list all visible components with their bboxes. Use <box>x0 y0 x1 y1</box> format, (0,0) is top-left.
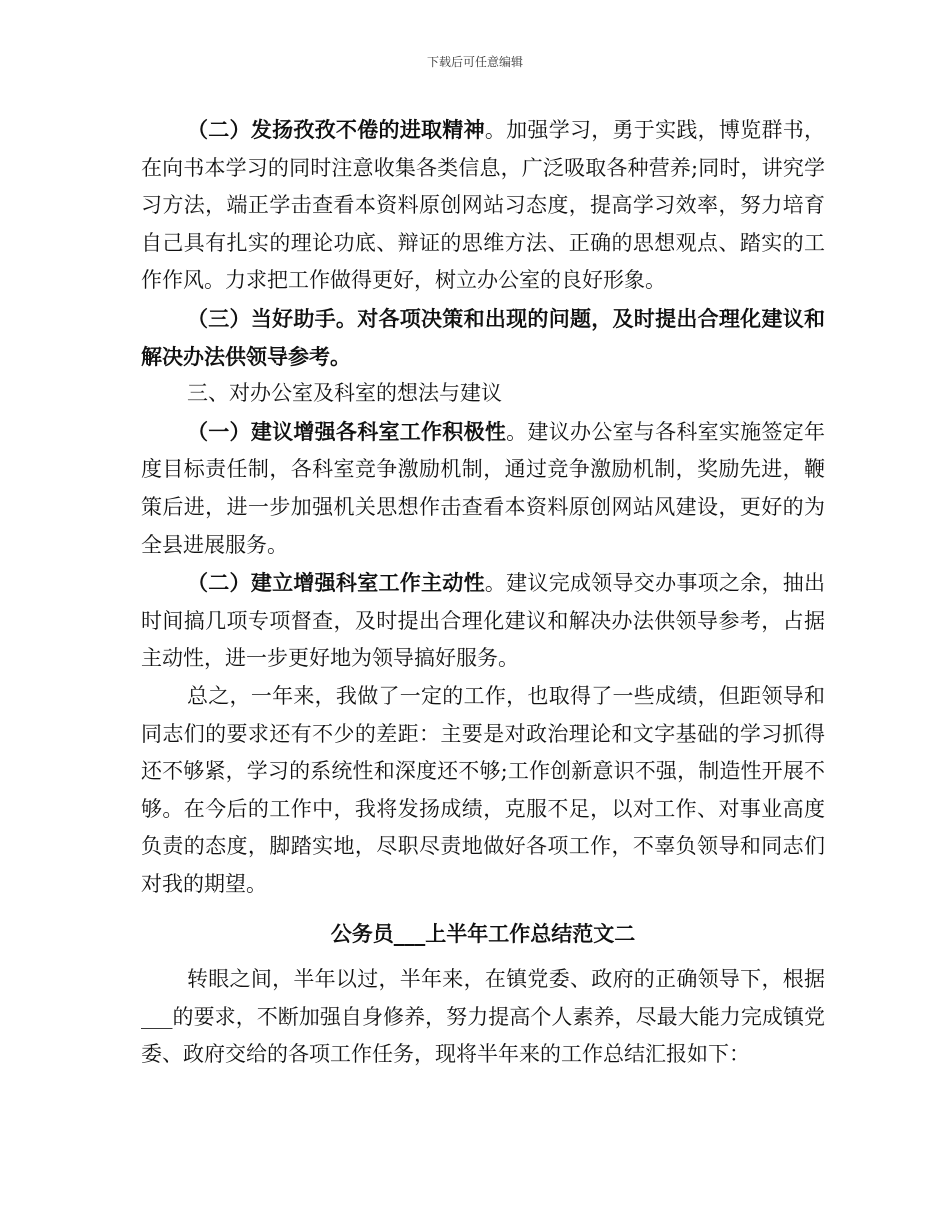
paragraph-lead: （二）发扬孜孜不倦的进取精神 <box>187 117 485 142</box>
paragraph-intro: 转眼之间，半年以过，半年来，在镇党委、政府的正确领导下，根据___的要求，不断加强自身修养，努力提高个人素养，尽最大能力完成镇党委、政府交给的各项工作任务，现将半年来的工作总结汇报如下： <box>141 967 825 1067</box>
article-title: 公务员___上半年工作总结范文二 <box>330 921 636 947</box>
section-title: 三、对办公室及科室的想法与建议 <box>187 381 502 406</box>
paragraph-lead: （二）建立增强科室工作主动性 <box>187 570 485 596</box>
page-header: 下载后可任意编辑 <box>426 55 523 69</box>
paragraph-enthusiasm <box>141 413 825 564</box>
document-body <box>141 111 825 1074</box>
paragraph-good-assistant: （三）当好助手。对各项决策和出现的问题，及时提出合理化建议和解决办法供领导参考。 <box>141 305 825 369</box>
paragraph-lead: （一）建议增强各科室工作积极性 <box>187 418 507 444</box>
paragraph-text: 。加强学习，勇于实践，博览群书，在向书本学习的同时注意收集各类信息，广泛吸取各种营养;同时，讲究学习方法，端正学击查看本资料原创网站习态度，提高学习效率，努力培育自己具有扎实的理论功底、辩证的思维方法、正确的思想观点、踏实的工作作风。力求把工作做得更好，树立办公室的良好形象。 <box>141 118 826 293</box>
paragraph-text: 。建议完成领导交办事项之余，抽出时间搞几项专项督查，及时提出合理化建议和解决办法供领导参考，占据主动性，进一步更好地为领导搞好服务。 <box>141 571 826 671</box>
paragraph-enterprising-spirit <box>141 111 825 300</box>
paragraph-initiative <box>141 564 825 678</box>
paragraph-summary: 总之，一年来，我做了一定的工作，也取得了一些成绩，但距领导和同志们的要求还有不少的差距：主要是对政治理论和文字基础的学习抓得还不够紧，学习的系统性和深度还不够;工作创新意识不强，制造性开展不够。在今后的工作中，我将发扬成绩，克服不足，以对工作、对事业高度负责的态度，脚踏实地，尽职尽责地做好各项工作，不辜负领导和同志们对我的期望。 <box>141 683 825 896</box>
paragraph-text: 。建议办公室与各科室实施签定年度目标责任制，各科室竞争激励机制，通过竞争激励机制，奖励先进，鞭策后进，进一步加强机关思想作击查看本资料原创网站风建设，更好的为全县进展服务。 <box>141 419 826 557</box>
